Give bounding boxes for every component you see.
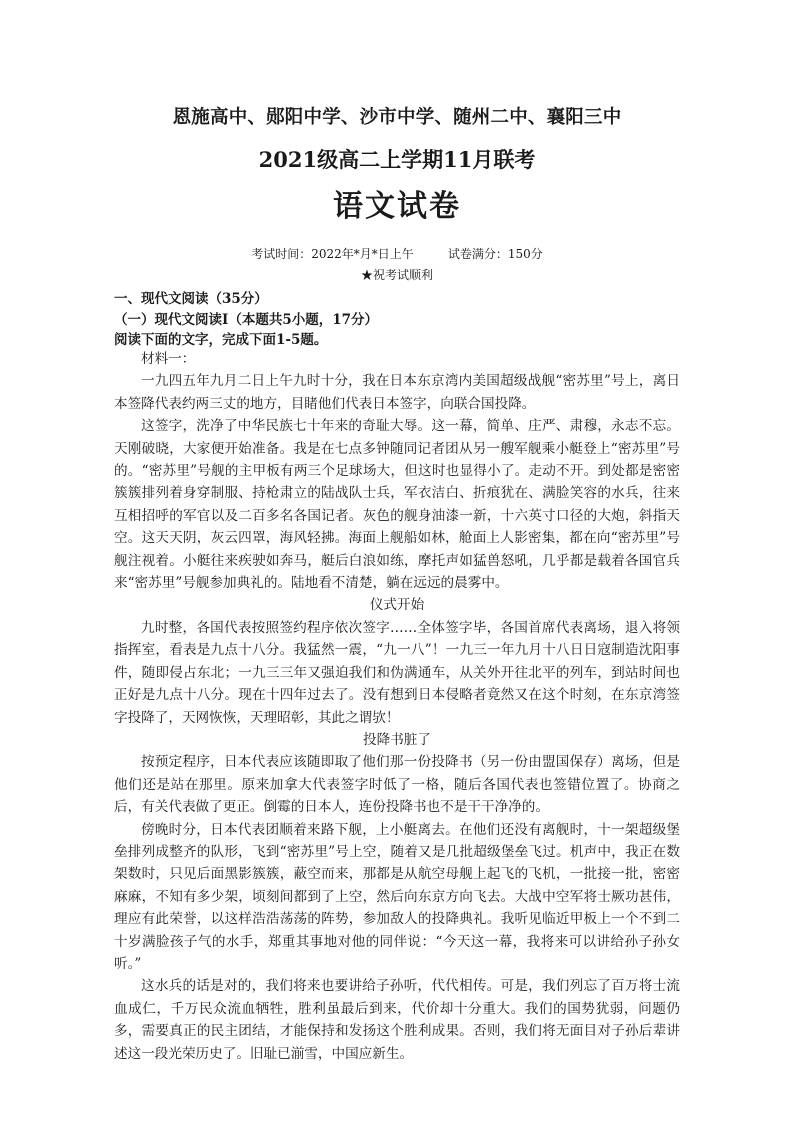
section-heading-part1: 一、现代文阅读（35分） xyxy=(114,291,268,307)
article-paragraph: 这水兵的话是对的，我们将来也要讲给子孙听，代代相传。可是，我们列忘了百万将士流血成仁，千万民众流血牺牲，胜利虽最后到来，代价却十分重大。我们的国势犹弱，问题仍多，需要真正的民主团结，才能保持和发扬这个胜利成果。否则，我们将无面目对子孙后辈讲述这一段光荣历史了。旧耻已湔雪，中国应新生。 xyxy=(114,978,680,1062)
reading-instruction: 阅读下面的文字，完成下面1-5题。 xyxy=(114,332,328,348)
exam-score: 试卷满分：150分 xyxy=(447,247,543,261)
subject-title: 语文试卷 xyxy=(333,189,461,224)
article-paragraph: 一九四五年九月二日上午九时十分，我在日本东京湾内美国超级战舰“密苏里”号上，离日本签降代表约两三丈的地方，目睹他们代表日本签字，向联合国投降。 xyxy=(114,373,680,412)
subtitle-ceremony: 仪式开始 xyxy=(369,597,425,614)
exam-meta xyxy=(0,245,794,262)
article-body xyxy=(114,348,680,1065)
exam-time: 考试时间：2022年*月*日上午 xyxy=(251,247,414,261)
good-luck-notice: ★祝考试顺利 xyxy=(360,268,433,282)
subtitle-surrender-document: 投降书脏了 xyxy=(363,731,431,748)
article-paragraph: 按预定程序，日本代表应该随即取了他们那一份投降书（另一份由盟国保存）离场，但是他们还是站在那里。原来加拿大代表签字时低了一格，随后各国代表也签错位置了。协商之后，有关代表做了更正。倒霉的日本人，连份投降书也不是干干净净的。 xyxy=(114,754,680,816)
material-label: 材料一： xyxy=(141,351,196,367)
exam-title: 2021级高二上学期11月联考 xyxy=(258,147,536,172)
article-paragraph: 这签字，洗净了中华民族七十年来的奇耻大辱。这一幕，简单、庄严、肃穆，永志不忘。天刚破晓，大家便开始准备。我是在七点多钟随同记者团从另一艘军舰乘小艇登上“密苏里”号的。“密苏里”号舰的主甲板有两三个足球场大，但这时也显得小了。走动不开。到处都是密密簇簇排列着身穿制服、持枪肃立的陆战队士兵，军衣洁白、折痕犹在、满脸笑容的水兵，往来互相招呼的军官以及二百多名各国记者。灰色的舰身油漆一新，十六英寸口径的大炮，斜指天空。这天天阴，灰云四罩，海风轻拂。海面上舰船如林，舱面上人影密集，都在向“密苏里”号舰注视着。小艇往来疾驶如奔马，艇后白浪如练，摩托声如猛兽怒吼，几乎都是载着各国官兵来“密苏里”号舰参加典礼的。陆地看不清楚，躺在远远的晨雾中。 xyxy=(114,418,680,592)
article-paragraph: 傍晚时分，日本代表团顺着来路下舰，上小艇离去。在他们还没有离舰时，十一架超级堡垒排列成整齐的队形，飞到“密苏里”号上空，随着又是几批超级堡垒飞过。机声中，我正在数架数时，只见后面黑影簇簇，蔽空而来，那都是从航空母舰上起飞的飞机，一批接一批，密密麻麻，不知有多少架，顷刻间都到了上空，然后向东京方向飞去。大战中空军将士厥功甚伟，理应有此荣誉，以这样浩浩荡荡的阵势，参加敌人的投降典礼。我听见临近甲板上一个不到二十岁满脸孩子气的水手，郑重其事地对他的同伴说：“今天这一幕，我将来可以讲给孙子孙女听。” xyxy=(114,821,680,972)
article-paragraph: 九时整，各国代表按照签约程序依次签字……全体签字毕，各国首席代表离场，退入将领指挥室，看表是九点十八分。我猛然一震，“九一八”！一九三一年九月十八日日寇制造沈阳事件，随即侵占东北；一九三三年又强迫我们和伪满通车，从关外开往北平的列车，到站时间也正好是九点十八分。现在十四年过去了。没有想到日本侵略者竟然又在这个时刻，在东京湾签字投降了，天网恢恢，天理昭彰，其此之谓欤！ xyxy=(114,619,680,726)
schools-title: 恩施高中、郧阳中学、沙市中学、随州二中、襄阳三中 xyxy=(172,107,622,128)
section-heading-reading1: （一）现代文阅读Ⅰ（本题共5小题，17分） xyxy=(114,312,378,328)
